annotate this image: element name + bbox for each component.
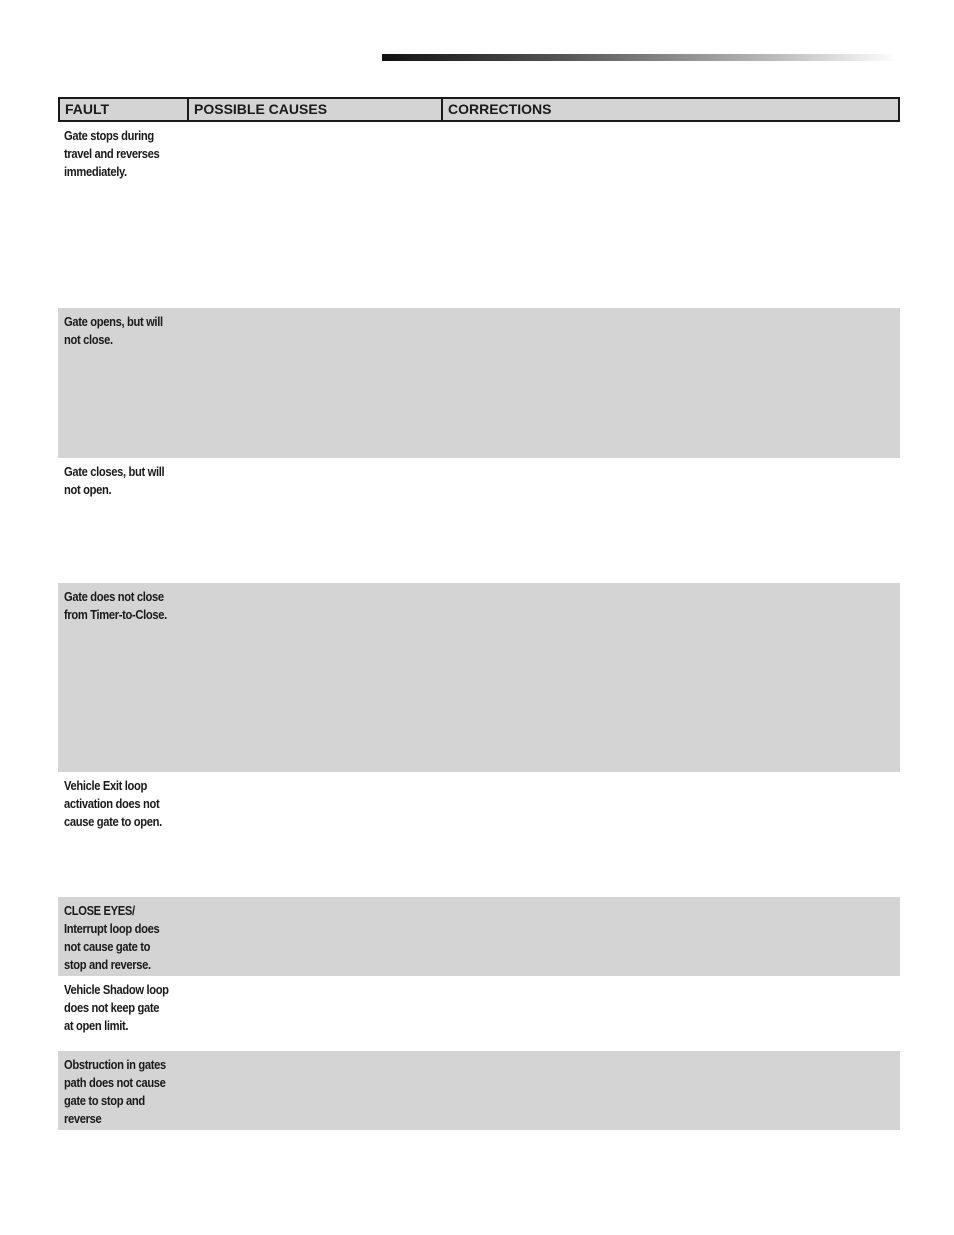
- table-row: [58, 583, 900, 772]
- table-row: [58, 122, 900, 308]
- fault-cell: Obstruction in gates path does not cause gate to stop and reverse: [64, 1057, 166, 1126]
- header-fault: FAULT: [60, 99, 189, 120]
- troubleshooting-table: [58, 97, 900, 1130]
- header-corrections: CORRECTIONS: [448, 101, 552, 117]
- table-row: [58, 308, 900, 458]
- table-row: [58, 458, 900, 583]
- fault-cell: Gate does not close from Timer-to-Close.: [64, 589, 167, 622]
- fault-cell: Gate closes, but will not open.: [64, 464, 165, 497]
- table-header-row: [58, 97, 900, 122]
- fault-cell: Gate stops during travel and reverses immediately.: [64, 128, 160, 179]
- fault-cell: CLOSE EYES/ Interrupt loop does not cause gate to stop and reverse.: [64, 903, 160, 972]
- table-row: [58, 897, 900, 976]
- table-row: [58, 772, 900, 897]
- fault-cell: Vehicle Shadow loop does not keep gate at open limit.: [64, 982, 169, 1033]
- fault-cell: Vehicle Exit loop activation does not cause gate to open.: [64, 778, 162, 829]
- header-possible-causes: POSSIBLE CAUSES: [189, 99, 443, 120]
- table-row: [58, 1051, 900, 1130]
- header-gradient-bar: [382, 54, 898, 61]
- table-row: [58, 976, 900, 1051]
- fault-cell: Gate opens, but will not close.: [64, 314, 163, 347]
